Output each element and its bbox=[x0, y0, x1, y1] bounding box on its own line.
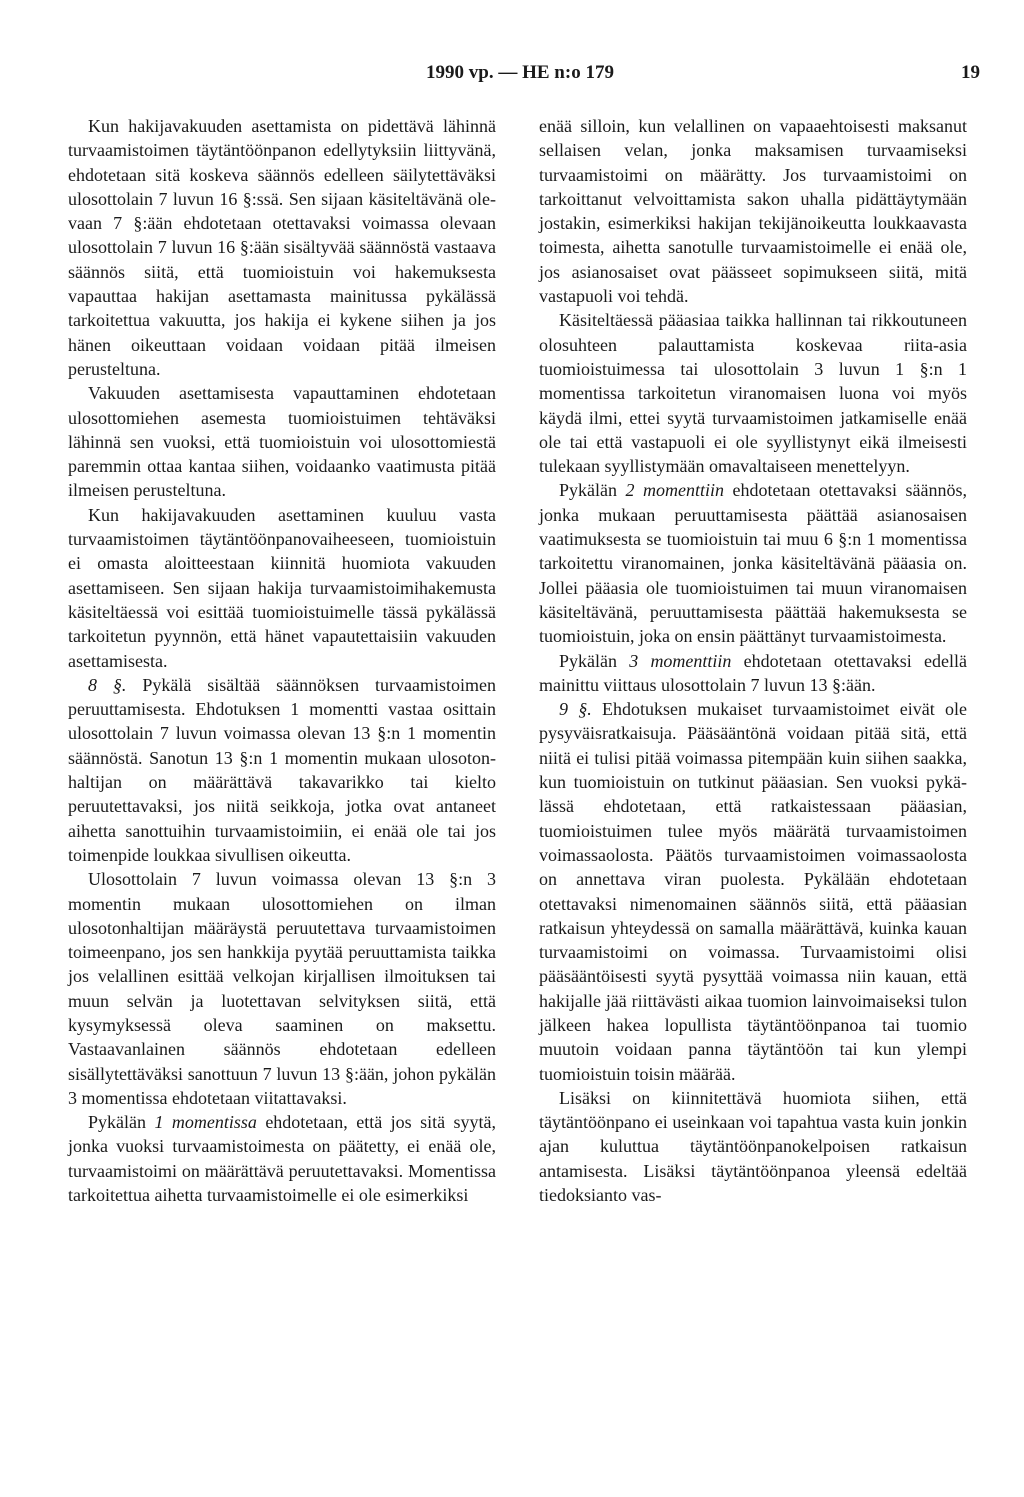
page-header bbox=[60, 62, 980, 90]
paragraph-text: Pykälän bbox=[88, 1112, 155, 1133]
paragraph-text: ehdotetaan otettavaksi edellä mainittu viittaus ulosottolain 7 luvun 13 §:ään. bbox=[539, 650, 967, 695]
paragraph: Käsiteltäessä pääasiaa taikka hallinnan tai rikkoutuneen olosuhteen palauttamista koskevaa riita-asia tuomioistuimessa tai ulosottolain 3 luvun 1 §:n 1 momentissa tarkoitetun viranomaisen luona voi myös käydä ilmi, ettei syytä turvaamistoimen jatkamiselle enää ole tai että vastapuoli ei ole syyllistynyt eikä ilmeisesti tulekaan syyllistymään omavaltaiseen menettelyyn. bbox=[539, 310, 967, 477]
paragraph: Lisäksi on kiinnitettävä huomiota siihen, että täytäntöönpano ei useinkaan voi tapahtua vasta kuin jonkin ajan kuluttua täytäntöönpanokelpoisen ratkaisun antamisesta. Lisäksi täytäntöönpanoa yleensä edeltää tiedoksianto vas- bbox=[539, 1087, 967, 1206]
emphasis: 3 momenttiin bbox=[629, 650, 732, 671]
emphasis: 1 momentissa bbox=[154, 1112, 257, 1133]
paragraph: enää silloin, kun velallinen on vapaaehtoisesti maksanut sellaisen velan, jonka maksamisen turvaamiseksi turvaamistoimi on määrätty. Jos turvaamistoimi on tarkoittanut velvoittamista sakon uhalla pidättäytymään jostakin, esimerkiksi hakijan tekijänoikeutta loukkaavasta toimesta, aihetta sanotulle turvaamistoimelle ei enää ole, jos asianosaiset ovat päässeet sopimukseen siitä, mitä vastapuoli voi tehdä. bbox=[539, 116, 967, 307]
paragraph-text: ehdotetaan otettavaksi säännös, jonka mukaan peruuttamisesta päättää asianosaisen vaatimuksesta se tuomioistuin tai muu 6 §:n 1 momentissa tarkoitettu viranomainen, jonka käsiteltävänä pääasia on. Jollei pääasia ole tuomioistuimen tai muun viranomaisen käsiteltävänä, peruuttamisesta päättää hakemuksesta se tuomioistuin, joka on ensin päättänyt turvaamistoimesta. bbox=[539, 480, 967, 647]
section-label: 9 §. bbox=[559, 699, 592, 720]
page-number: 19 bbox=[961, 62, 980, 83]
section-label: 8 §. bbox=[88, 674, 127, 695]
emphasis: 2 momenttiin bbox=[625, 480, 725, 501]
paragraph: Ulosottolain 7 luvun voimassa olevan 13 §:n 3 momentin mukaan ulosottomiehen on ilman ulosotonhaltijan määräystä peruutettava turvaamistoimen toimeenpano, jos sen hankkija pyytää peruuttamista taikka jos velallinen esittää velkojan kirjallisen ilmoituksen tai muun selvän ja luotettavan selvityksen siitä, että kysymyksessä oleva saaminen on maksettu. Vastaavanlainen säännös ehdotetaan edelleen sisällytettäväksi sanottuun 7 luvun 13 §:ään, johon pykälän 3 momentissa ehdotetaan viitattavaksi. bbox=[68, 869, 496, 1108]
left-column bbox=[68, 114, 496, 1207]
paragraph bbox=[68, 673, 496, 867]
paragraph-text: Pykälä sisältää säännöksen turvaamistoimen peruuttamisesta. Ehdotuksen 1 momentti vastaa osittain ulosottolain 7 luvun voimassa olevan 13 §:n 1 momentin säännöstä. Sanotun 13 §:n 1 momentin mukaan ulosotonhaltijan on määrättävä takavarikko tai kielto peruutettavaksi, jos niitä seikkoja, jotka ovat antaneet aihetta sanottuihin turvaamistoimiin, ei enää ole tai jos toimenpide loukkaa sivullisen oikeutta. bbox=[68, 674, 497, 865]
paragraph: Vakuuden asettamisesta vapauttaminen ehdotetaan ulosottomiehen asemesta tuomioistuimen tehtäväksi lähinnä sen vuoksi, että tuomioistuin voi ulosottomiestä paremmin ottaa kantaa siihen, voidaanko vaatimusta pitää ilmeisen perusteltuna. bbox=[68, 383, 496, 501]
running-title: 1990 vp. — HE n:o 179 bbox=[426, 62, 614, 83]
right-column bbox=[539, 114, 967, 1207]
paragraph bbox=[539, 649, 967, 698]
paragraph bbox=[68, 1110, 496, 1207]
paragraph-text: ehdotetaan, että jos sitä syytä, jonka vuoksi turvaamistoimesta on päätetty, ei enää ole, turvaamistoimi on määrättävä peruutettavaksi. Momentissa tarkoitettua aihetta turvaamistoimelle ei ole esimerkiksi bbox=[68, 1112, 496, 1206]
paragraph: Kun hakijavakuuden asettamista on pidettävä lähinnä turvaamistoimen täytäntöönpanon edellytyksiin liittyvänä, ehdotetaan sitä koskeva säännös edelleen säilytettäväksi ulosottolain 7 luvun 16 §:ssä. Sen sijaan käsiteltävänä olevaan 7 §:ään ehdotetaan otettavaksi voimassa olevaan ulosottolain 7 luvun 16 §:ään sisältyvää säännöstä vastaava säännös siitä, että tuomioistuin voi hakemuksesta vapauttaa hakijan asettamasta mainitussa pykälässä tarkoitettua vakuutta, jos hakija ei kykene siihen ja jos hänen oikeuttaan voidaan voidaan pitää ilmeisen perusteltuna. bbox=[68, 116, 496, 379]
paragraph bbox=[539, 697, 967, 1086]
paragraph-text: Ehdotuksen mukaiset turvaamistoimet eivät ole pysyväisratkaisuja. Pääsääntönä voidaan pitää sitä, että niitä ei tulisi pitää voimassa pitempään kuin siihen saakka, kun tuomioistuin on tutkinut pääasian. Sen vuoksi pykälässä ehdotetaan, että ratkaistessaan pääasian, tuomioistuimen tulee myös määrätä turvaamistoimen voimassaolosta. Päätös turvaamistoimen voimassaolosta on annettava viran puolesta. Pykälään ehdotetaan otettavaksi nimenomainen säännös siitä, että pääasian ratkaisun yhteydessä on samalla määrättävä, kuinka kauan turvaamistoimi on voimassa. Turvaamistoimi olisi pääsääntöisesti syytä pysyttää voimassa niin kauan, että hakijalle jää riittävästi aikaa tuomion lainvoimaiseksi tulon jälkeen hakea lopullista täytäntöönpanoa tai tuomio muutoin voidaan panna täytäntöön tai kun ylempi tuomioistuin toisin määrää. bbox=[539, 699, 968, 1084]
paragraph-text: Pykälän bbox=[559, 650, 630, 671]
paragraph bbox=[539, 478, 967, 648]
paragraph-text: Pykälän bbox=[559, 480, 626, 501]
paragraph: Kun hakijavakuuden asettaminen kuuluu vasta turvaamistoimen täytäntöönpanovaiheeseen, tuomioistuin ei omasta aloitteestaan kiinnitä huomiota vakuuden asettamiseen. Sen sijaan hakija turvaamistoimihakemusta käsiteltäessä voi esittää tuomioistuimelle tässä pykälässä tarkoitetun pyynnön, että hänet vapautettaisiin vakuuden asettamisesta. bbox=[68, 504, 496, 671]
